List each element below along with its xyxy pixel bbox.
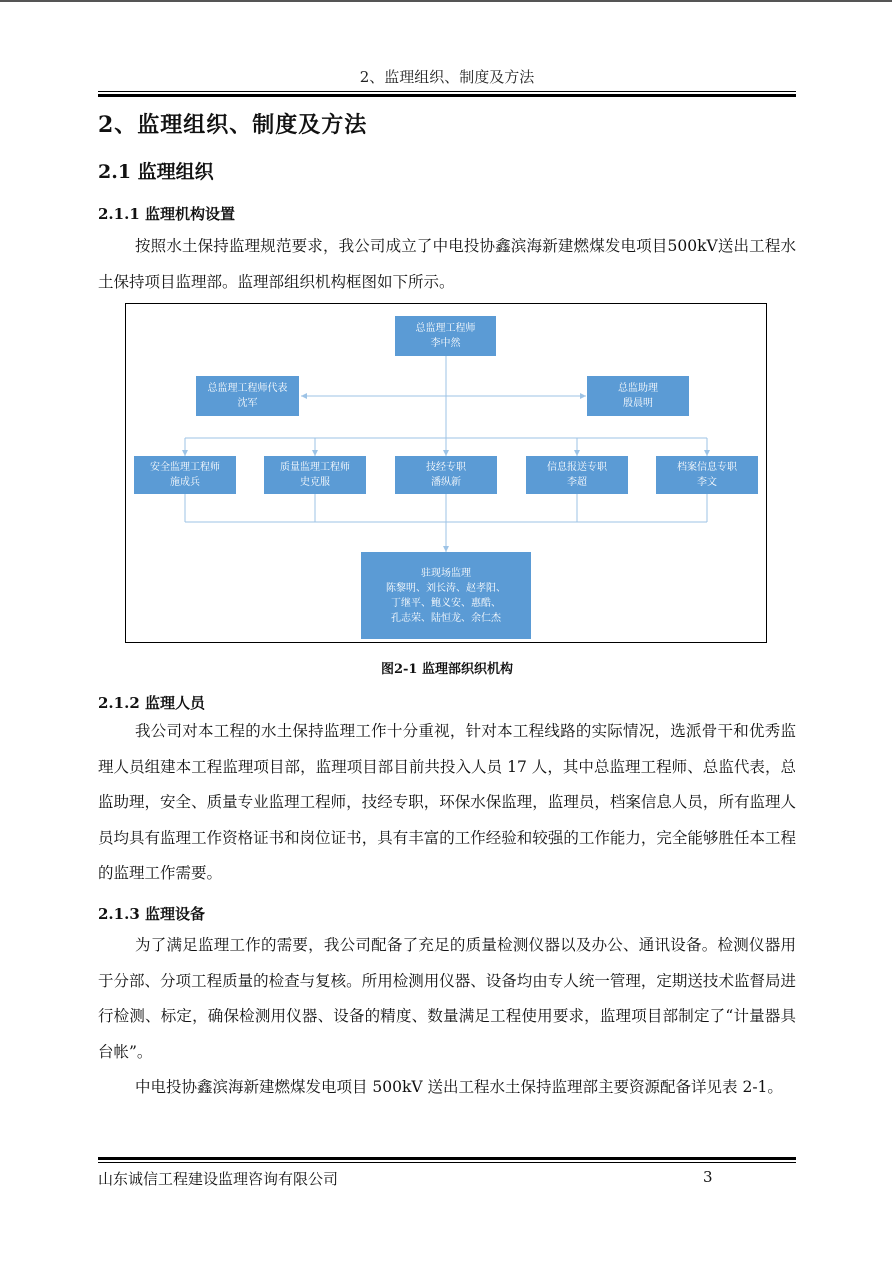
running-header: 2、监理组织、制度及方法 [359,68,535,86]
org-cost-role: 技经专职 [426,462,466,473]
page-top-border [0,0,892,2]
page-number: 3 [703,1168,713,1186]
subsection-title: 2.1 监理组织 [98,161,214,183]
paragraph-2-1-1: 按照水土保持监理规范要求，我公司成立了中电投协鑫滨海新建燃煤发电项目500kV送出工程水土保持项目监理部。监理部组织机构框图如下所示。 [98,237,796,291]
org-box-chief [395,316,496,356]
paragraph-2-1-2: 我公司对本工程的水土保持监理工作十分重视，针对本工程线路的实际情况，选派骨干和优秀监理人员组建本工程监理项目部，监理项目部目前共投入人员 17 人，其中总监理工程师、总监代表，总监助理，安全、质量专业监理工程师，技经专职，环保水保监理，监理员，档案信息人员，所有监理人员均具有监理工作资格证书和岗位证书，具有丰富的工作经验和较强的工作能力，完全能够胜任本工程的监理工作需要。 [98,722,796,882]
footer-rule-thin [98,1162,796,1163]
org-chart [125,303,767,643]
header-rule-thick [98,94,796,97]
org-chief-role: 总监理工程师 [415,323,476,334]
heading-2-1-3: 2.1.3 监理设备 [98,905,205,923]
org-box-archive [656,456,758,494]
org-cost-name: 潘纵新 [431,477,461,488]
org-info-report-role: 信息报送专职 [547,462,607,473]
heading-2-1-2: 2.1.2 监理人员 [98,694,205,712]
header-rule-thin [98,91,796,92]
org-assistant-name: 殷晨明 [623,398,653,409]
org-deputy-role: 总监理工程师代表 [207,383,288,394]
org-site-names-line-3: 孔志荣、陆恒龙、余仁杰 [391,612,501,624]
org-deputy-name: 沈军 [237,398,258,409]
org-box-cost [395,456,497,494]
org-box-site [361,552,531,639]
org-box-info-report [526,456,628,494]
heading-2-1-1: 2.1.1 监理机构设置 [98,205,235,223]
org-assistant-role: 总监助理 [618,383,658,394]
org-site-role: 驻现场监理 [421,567,471,579]
footer-company: 山东诚信工程建设监理咨询有限公司 [98,1170,339,1188]
footer-rule-thick [98,1157,796,1160]
org-safety-role: 安全监理工程师 [150,462,220,473]
paragraph-2-1-3-b: 中电投协鑫滨海新建燃煤发电项目 500kV 送出工程水土保持监理部主要资源配备详见表 2-1。 [135,1078,783,1096]
org-archive-name: 李文 [697,477,717,488]
org-box-safety [134,456,236,494]
org-box-assistant [587,376,689,416]
org-site-names-line-2: 丁继平、鲍义安、惠酷、 [391,597,501,609]
org-quality-name: 史克服 [300,477,330,488]
org-site-names-line-1: 陈黎明、刘长涛、赵孝阳、 [386,582,506,594]
org-info-report-name: 李超 [567,477,587,488]
section-title: 2、监理组织、制度及方法 [98,112,368,138]
paragraph-2-1-3-a: 为了满足监理工作的需要，我公司配备了充足的质量检测仪器以及办公、通讯设备。检测仪器用于分部、分项工程质量的检查与复核。所用检测用仪器、设备均由专人统一管理，定期送技术监督局进行检测、标定，确保检测用仪器、设备的精度、数量满足工程使用要求，监理项目部制定了“计量器具台帐”。 [98,936,796,1061]
org-box-quality [264,456,366,494]
org-quality-role: 质量监理工程师 [280,462,350,473]
org-chief-name: 李中然 [430,338,461,349]
org-box-deputy [196,376,299,416]
org-archive-role: 档案信息专职 [677,462,737,473]
figure-caption: 图2-1 监理部织织机构 [380,662,513,677]
org-safety-name: 施成兵 [170,477,200,488]
